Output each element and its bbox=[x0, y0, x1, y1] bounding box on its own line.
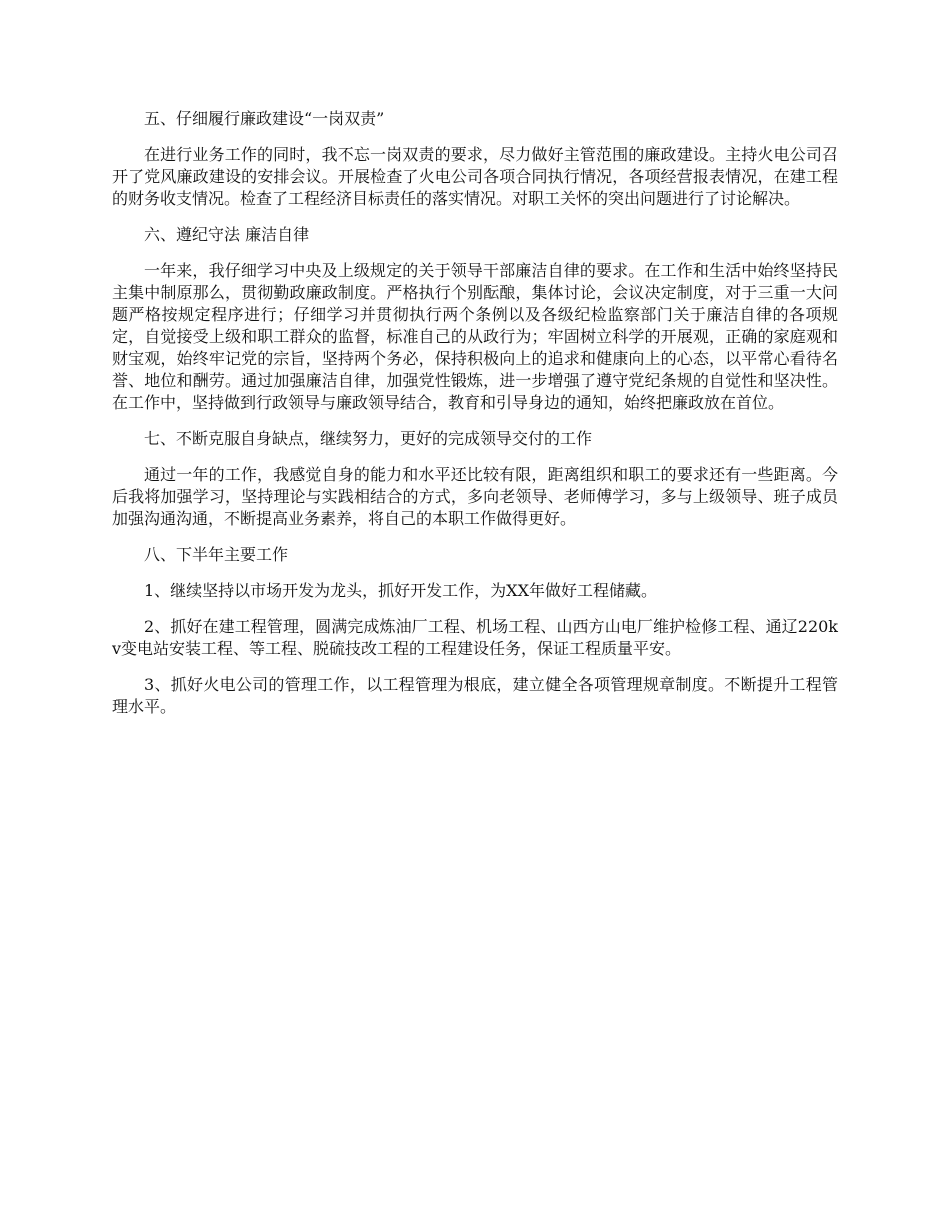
spacer bbox=[112, 450, 838, 464]
section-heading-8: 八、下半年主要工作 bbox=[144, 545, 289, 564]
spacer bbox=[112, 130, 838, 144]
paragraph-duty: 在进行业务工作的同时，我不忘一岗双责的要求，尽力做好主管范围的廉政建设。主持火电公司召开了党风廉政建设的安排会议。开展检查了火电公司各项合同执行情况，各项经营报表情况，在建工程的财务收支情况。检查了工程经济目标责任的落实情况。对职工关怀的突出问题进行了讨论解决。 bbox=[112, 145, 838, 208]
spacer bbox=[112, 602, 838, 616]
paragraph-improvement: 通过一年的工作，我感觉自身的能力和水平还比较有限，距离组织和职工的要求还有一些距离。今后我将加强学习，坚持理论与实践相结合的方式，多向老领导、老师傅学习，多与上级领导、班子成员加强沟通沟通，不断提高业务素养，将自己的本职工作做得更好。 bbox=[112, 465, 838, 528]
document-body bbox=[112, 108, 838, 718]
paragraph-plan-item-1: 1、继续坚持以市场开发为龙头，抓好开发工作，为XX年做好工程储藏。 bbox=[144, 581, 657, 600]
spacer bbox=[112, 246, 838, 260]
paragraph-self-discipline: 一年来，我仔细学习中央及上级规定的关于领导干部廉洁自律的要求。在工作和生活中始终坚持民主集中制原那么，贯彻勤政廉政制度。严格执行个别酝酿，集体讨论，会议决定制度，对于三重一大问题严格按规定程序进行；仔细学习并贯彻执行两个条例以及各级纪检监察部门关于廉洁自律的各项规定，自觉接受上级和职工群众的监督，标准自己的从政行为；牢固树立科学的开展观，正确的家庭观和财宝观，始终牢记党的宗旨，坚持两个务必，保持积极向上的追求和健康向上的心态，以平常心看待名誉、地位和酬劳。通过加强廉洁自律，加强党性锻炼，进一步增强了遵守党纪条规的自觉性和坚决性。在工作中，坚持做到行政领导与廉政领导结合，教育和引导身边的通知，始终把廉政放在首位。 bbox=[112, 261, 838, 412]
spacer bbox=[112, 210, 838, 224]
spacer bbox=[112, 530, 838, 544]
spacer bbox=[112, 414, 838, 428]
section-heading-7: 七、不断克服自身缺点，继续努力，更好的完成领导交付的工作 bbox=[144, 429, 593, 448]
spacer bbox=[112, 660, 838, 674]
spacer bbox=[112, 566, 838, 580]
paragraph-plan-item-2: 2、抓好在建工程管理，圆满完成炼油厂工程、机场工程、山西方山电厂维护检修工程、通辽220kv变电站安装工程、等工程、脱硫技改工程的工程建设任务，保证工程质量平安。 bbox=[112, 617, 838, 658]
section-heading-5: 五、仔细履行廉政建设“一岗双责” bbox=[144, 109, 385, 128]
paragraph-plan-item-3: 3、抓好火电公司的管理工作，以工程管理为根底，建立健全各项管理规章制度。不断提升工程管理水平。 bbox=[112, 675, 838, 716]
section-heading-6: 六、遵纪守法 廉洁自律 bbox=[144, 225, 310, 244]
